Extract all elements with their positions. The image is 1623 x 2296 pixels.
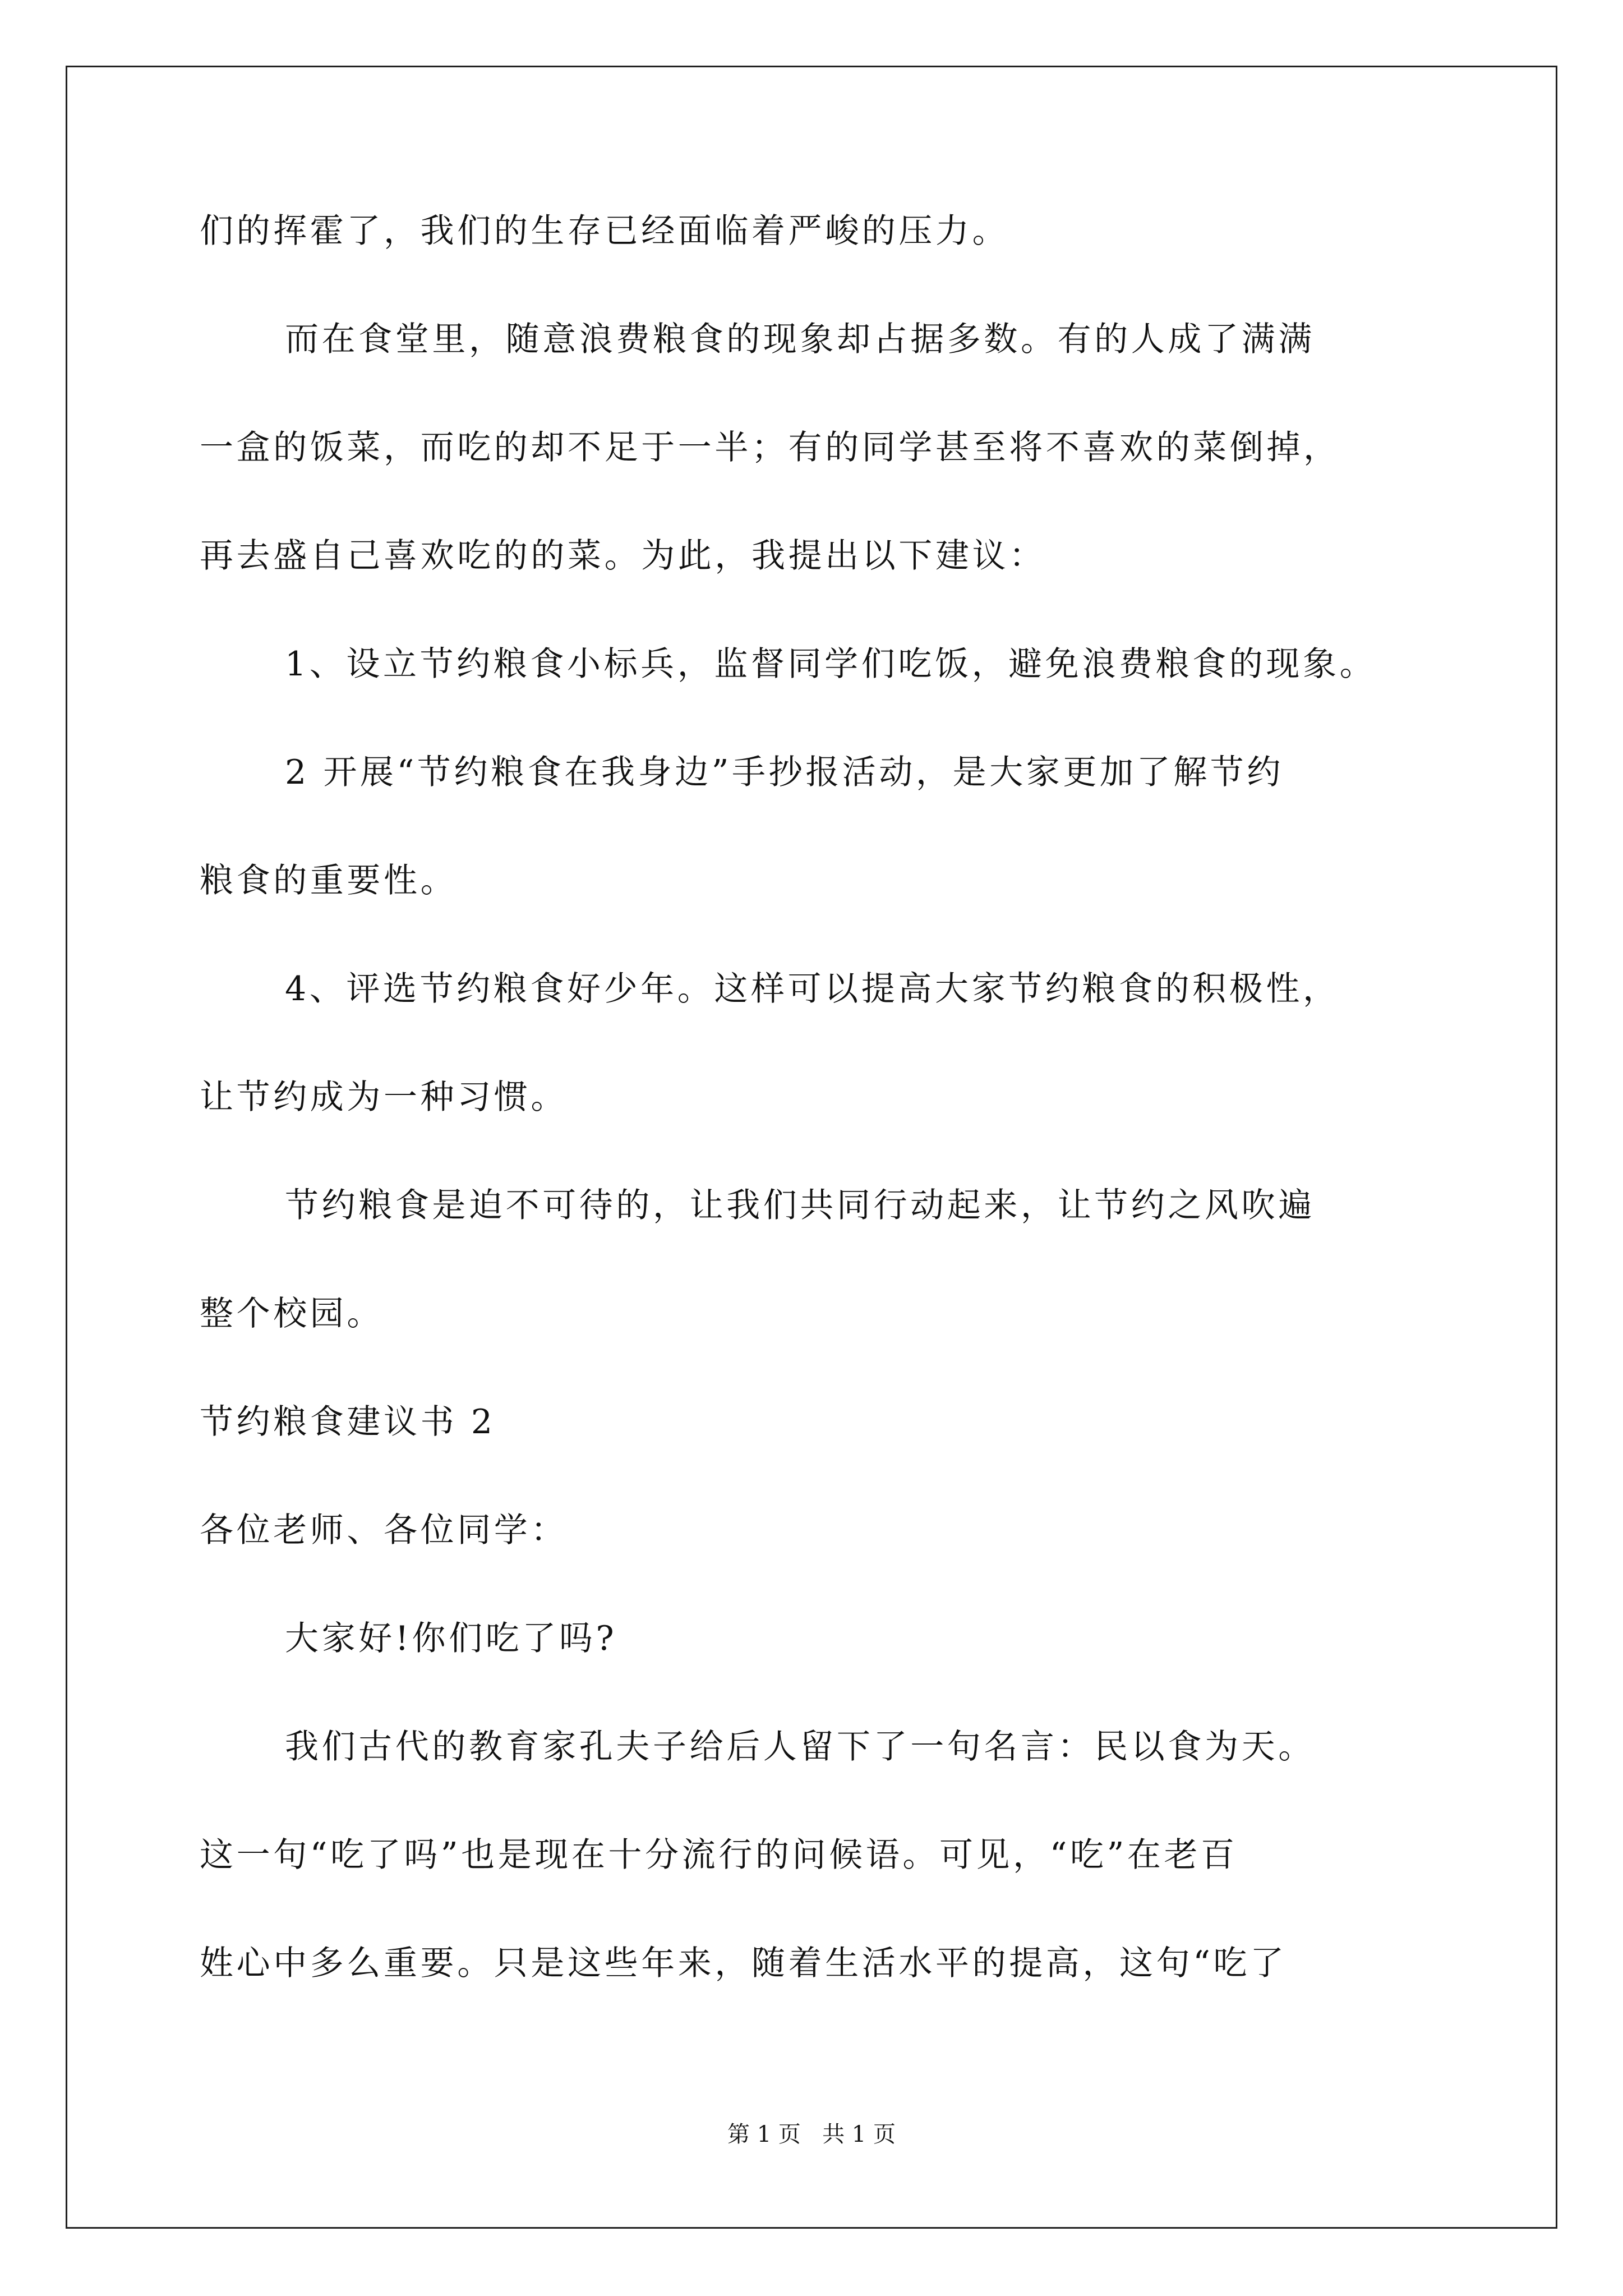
text-line: 们的挥霍了，我们的生存已经面临着严峻的压力。 [200,211,1009,251]
text-line: 而在食堂里，随意浪费粮食的现象却占据多数。有的人成了满满 [285,320,1315,359]
page-border [66,66,1557,2229]
salutation: 各位老师、各位同学： [200,1511,568,1550]
text-line: 我们古代的教育家孔夫子给后人留下了一句名言：民以食为天。 [285,1727,1315,1766]
text-line: 4、评选节约粮食好少年。这样可以提高大家节约粮食的积极性， [285,969,1340,1009]
text-line: 一盒的饭菜，而吃的却不足于一半；有的同学甚至将不喜欢的菜倒掉， [200,428,1340,467]
text-line: 这一句“吃了吗”也是现在十分流行的问候语。可见，“吃”在老百 [200,1835,1238,1875]
text-line: 1、设立节约粮食小标兵，监督同学们吃饭，避免浪费粮食的现象。 [285,645,1377,684]
text-line: 让节约成为一种习惯。 [200,1078,568,1117]
text-line: 再去盛自己喜欢吃的的菜。为此，我提出以下建议： [200,536,1046,576]
page-number-footer: 第 1 页 共 1 页 [727,2122,896,2147]
text-line: 2 开展“节约粮食在我身边”手抄报活动，是大家更加了解节约 [285,753,1284,792]
text-line: 整个校园。 [200,1294,384,1333]
text-line: 大家好!你们吃了吗? [285,1619,617,1658]
text-line: 粮食的重要性。 [200,861,458,900]
section-heading: 节约粮食建议书 2 [200,1402,496,1442]
text-line: 节约粮食是迫不可待的，让我们共同行动起来，让节约之风吹遍 [285,1186,1315,1225]
text-line: 姓心中多么重要。只是这些年来，随着生活水平的提高，这句“吃了 [200,1944,1287,1983]
